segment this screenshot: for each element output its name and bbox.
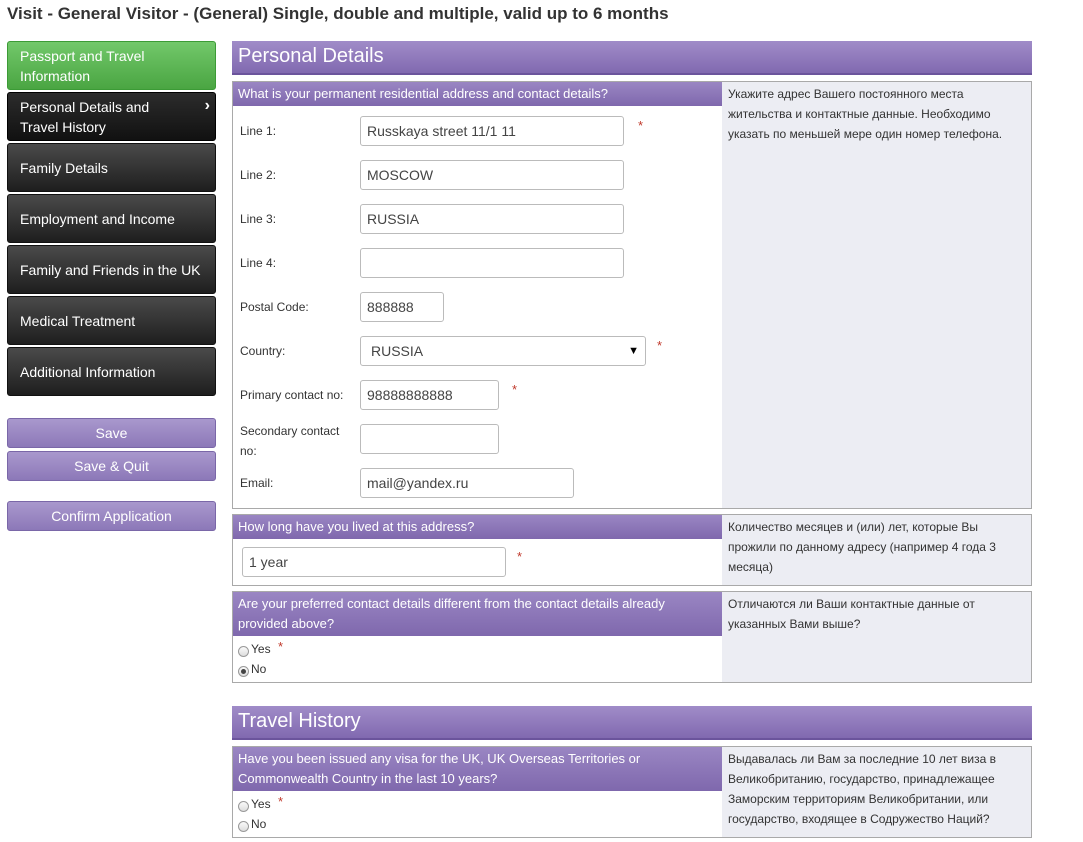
nav-item-label: Medical Treatment [20, 312, 136, 329]
field-label: Line 4: [240, 256, 277, 270]
address-question-form [233, 82, 722, 508]
country-selected-value: RUSSIA [371, 343, 424, 359]
radio-no-option[interactable] [238, 817, 266, 831]
time-at-address-input[interactable]: 1 year [242, 547, 506, 577]
nav-item-label: Additional Information [20, 363, 156, 380]
field-label: Primary contact no: [240, 388, 344, 402]
section-heading-travel-history: Travel History [232, 706, 1032, 740]
field-label: Postal Code: [240, 300, 309, 314]
question-heading: Are your preferred contact details different from the contact details already provided above? [233, 592, 722, 636]
visa-question-form [233, 747, 722, 837]
address-line2-input[interactable]: MOSCOW [360, 160, 624, 190]
sidebar-nav [7, 41, 216, 398]
required-marker: * [278, 639, 284, 654]
nav-item-personal-details[interactable] [7, 92, 216, 141]
nav-item-family-details[interactable] [7, 143, 216, 192]
radio-yes-option[interactable] [238, 642, 271, 656]
save-button[interactable]: Save [7, 418, 216, 448]
nav-item-medical-treatment[interactable] [7, 296, 216, 345]
nav-item-additional-info[interactable] [7, 347, 216, 396]
secondary-contact-input[interactable] [360, 424, 499, 454]
nav-item-label: Employment and Income [20, 210, 175, 227]
lived-question-box [232, 514, 1032, 586]
question-heading: What is your permanent residential address and contact details? [233, 82, 722, 106]
radio-yes-option[interactable] [238, 797, 271, 811]
required-marker: * [638, 118, 644, 133]
radio-label: No [251, 662, 267, 676]
required-marker: * [278, 794, 284, 809]
field-label: Line 1: [240, 124, 277, 138]
radio-label: Yes [251, 642, 271, 656]
radio-button[interactable] [238, 801, 249, 812]
chevron-right-icon: › [204, 97, 210, 114]
nav-item-label: Family and Friends in the UK [20, 261, 201, 278]
radio-button-checked[interactable] [238, 666, 249, 677]
help-text: Отличаются ли Ваши контактные данные от указанных Вами выше? [722, 592, 1031, 682]
preferred-contact-form [233, 592, 722, 682]
postal-code-input[interactable]: 888888 [360, 292, 444, 322]
page-title: Visit - General Visitor - (General) Single, double and multiple, valid up to 6 months [7, 4, 669, 23]
address-question-box [232, 81, 1032, 509]
help-text: Выдавалась ли Вам за последние 10 лет виза в Великобританию, государство, принадлежащее Заморским территориям Великобритании, или государство, входящее в Содружество Наций? [722, 747, 1031, 837]
field-label: Secondary contact no: [240, 424, 340, 458]
radio-no-option[interactable] [238, 662, 266, 676]
field-label: Email: [240, 476, 274, 490]
field-label: Line 3: [240, 212, 277, 226]
country-select[interactable] [360, 336, 646, 366]
section-heading-personal-details: Personal Details [232, 41, 1032, 75]
lived-question-form [233, 515, 722, 585]
nav-item-label: Passport and Travel Information [20, 47, 145, 84]
address-line4-input[interactable] [360, 248, 624, 278]
question-heading: Have you been issued any visa for the UK, UK Overseas Territories or Commonwealth Country in the last 10 years? [233, 747, 722, 791]
radio-label: Yes [251, 797, 271, 811]
nav-item-label: Personal Details and Travel History [20, 98, 150, 135]
help-text: Укажите адрес Вашего постоянного места жительства и контактные данные. Необходимо указать по меньшей мере один номер телефона. [722, 82, 1031, 508]
nav-item-employment-income[interactable] [7, 194, 216, 243]
email-input[interactable]: mail@yandex.ru [360, 468, 574, 498]
radio-button[interactable] [238, 646, 249, 657]
primary-contact-input[interactable]: 98888888888 [360, 380, 499, 410]
address-line1-input[interactable]: Russkaya street 11/1 11 [360, 116, 624, 146]
dropdown-arrow-icon: ▼ [628, 345, 639, 357]
question-heading: How long have you lived at this address? [233, 515, 722, 539]
help-text: Количество месяцев и (или) лет, которые Вы прожили по данному адресу (например 4 года 3 месяца) [722, 515, 1031, 585]
radio-label: No [251, 817, 267, 831]
required-marker: * [657, 338, 663, 353]
save-quit-button[interactable]: Save & Quit [7, 451, 216, 481]
nav-item-passport-travel[interactable] [7, 41, 216, 90]
nav-item-label: Family Details [20, 159, 108, 176]
visa-question-box [232, 746, 1032, 838]
field-label: Country: [240, 344, 286, 358]
required-marker: * [512, 382, 518, 397]
nav-item-family-friends-uk[interactable] [7, 245, 216, 294]
required-marker: * [517, 549, 523, 564]
address-line3-input[interactable]: RUSSIA [360, 204, 624, 234]
field-label: Line 2: [240, 168, 277, 182]
confirm-application-button[interactable]: Confirm Application [7, 501, 216, 531]
radio-button[interactable] [238, 821, 249, 832]
preferred-contact-question-box [232, 591, 1032, 683]
